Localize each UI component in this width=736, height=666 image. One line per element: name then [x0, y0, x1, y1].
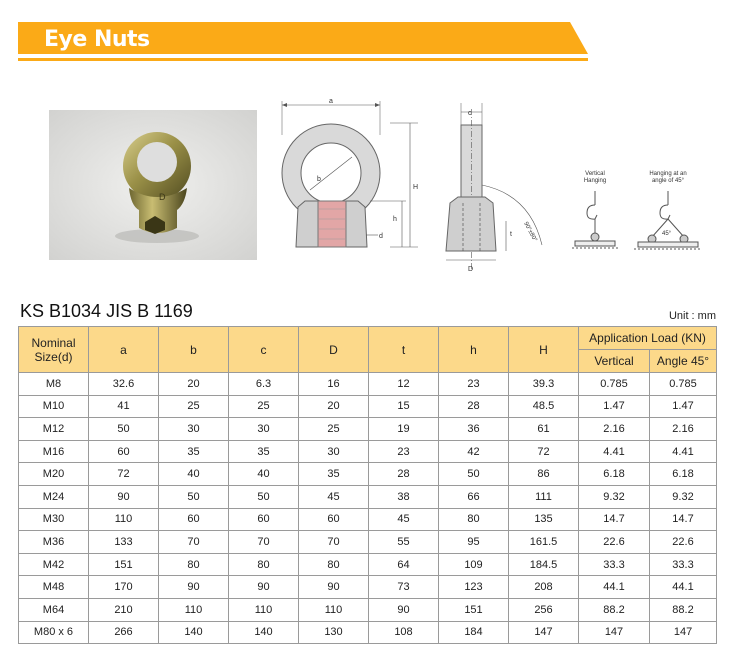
table-row — [19, 598, 717, 621]
table-cell: 110 — [159, 598, 229, 621]
table-cell: 15 — [369, 395, 439, 418]
dim-h: h — [393, 216, 397, 223]
table-row — [19, 553, 717, 576]
table-cell: 61 — [509, 418, 579, 441]
table-row — [19, 485, 717, 508]
table-cell: 66 — [439, 485, 509, 508]
table-cell: 30 — [299, 440, 369, 463]
table-cell: 23 — [369, 440, 439, 463]
table-cell: 90 — [159, 576, 229, 599]
row-size-cell: M42 — [19, 553, 89, 576]
table-cell: 108 — [369, 621, 439, 644]
table-cell: 12 — [369, 373, 439, 396]
table-cell: 25 — [159, 395, 229, 418]
table-cell: 14.7 — [650, 508, 717, 531]
vertical-caption-2: Hanging — [583, 178, 607, 184]
header-a: a — [89, 327, 159, 373]
table-cell: 2.16 — [579, 418, 650, 441]
row-size-cell: M64 — [19, 598, 89, 621]
dim-b: b — [317, 176, 321, 183]
table-cell: 2.16 — [650, 418, 717, 441]
header-b: b — [159, 327, 229, 373]
table-cell: 41 — [89, 395, 159, 418]
table-cell: 1.47 — [650, 395, 717, 418]
row-size-cell: M48 — [19, 576, 89, 599]
table-cell: 40 — [229, 463, 299, 486]
page-title: Eye Nuts — [44, 27, 150, 52]
table-cell: 25 — [299, 418, 369, 441]
table-cell: 266 — [89, 621, 159, 644]
table-cell: 208 — [509, 576, 579, 599]
table-cell: 110 — [299, 598, 369, 621]
table-cell: 60 — [89, 440, 159, 463]
side-view — [446, 103, 542, 270]
table-cell: 80 — [439, 508, 509, 531]
table-cell: 60 — [229, 508, 299, 531]
angle-hanging-icon — [634, 191, 702, 249]
spec-table-body — [19, 373, 717, 644]
row-size-cell: M16 — [19, 440, 89, 463]
table-cell: 80 — [299, 553, 369, 576]
vertical-caption-1: Vertical — [585, 171, 605, 177]
table-cell: 151 — [439, 598, 509, 621]
table-cell: 80 — [159, 553, 229, 576]
table-cell: 184.5 — [509, 553, 579, 576]
table-cell: 170 — [89, 576, 159, 599]
table-cell: 70 — [159, 531, 229, 554]
table-cell: 44.1 — [579, 576, 650, 599]
photo-stamp: D — [159, 192, 166, 202]
table-cell: 50 — [229, 485, 299, 508]
table-cell: 109 — [439, 553, 509, 576]
table-cell: 9.32 — [579, 485, 650, 508]
table-cell: 50 — [439, 463, 509, 486]
table-cell: 16 — [299, 373, 369, 396]
table-cell: 140 — [159, 621, 229, 644]
table-cell: 36 — [439, 418, 509, 441]
table-cell: 55 — [369, 531, 439, 554]
dim-H: H — [413, 184, 419, 191]
table-cell: 28 — [439, 395, 509, 418]
row-size-cell: M8 — [19, 373, 89, 396]
table-cell: 25 — [229, 395, 299, 418]
table-cell: 60 — [299, 508, 369, 531]
table-cell: 6.3 — [229, 373, 299, 396]
table-row — [19, 531, 717, 554]
table-cell: 256 — [509, 598, 579, 621]
table-cell: 70 — [299, 531, 369, 554]
header-H: H — [509, 327, 579, 373]
table-cell: 30 — [159, 418, 229, 441]
table-cell: 4.41 — [579, 440, 650, 463]
table-cell: 151 — [89, 553, 159, 576]
table-cell: 110 — [89, 508, 159, 531]
table-cell: 147 — [579, 621, 650, 644]
table-cell: 14.7 — [579, 508, 650, 531]
table-row — [19, 418, 717, 441]
table-row — [19, 508, 717, 531]
table-row — [19, 463, 717, 486]
table-cell: 90 — [299, 576, 369, 599]
table-cell: 44.1 — [650, 576, 717, 599]
table-cell: 20 — [159, 373, 229, 396]
table-cell: 30 — [229, 418, 299, 441]
table-cell: 23 — [439, 373, 509, 396]
header-load-group: Application Load (KN) — [579, 327, 717, 350]
header-t: t — [369, 327, 439, 373]
angle-mark: 45° — [662, 231, 672, 237]
table-cell: 22.6 — [650, 531, 717, 554]
table-cell: 72 — [509, 440, 579, 463]
table-cell: 130 — [299, 621, 369, 644]
table-cell: 73 — [369, 576, 439, 599]
table-row — [19, 440, 717, 463]
table-cell: 35 — [229, 440, 299, 463]
table-cell: 45 — [369, 508, 439, 531]
spec-table — [18, 326, 717, 644]
header-c: c — [229, 327, 299, 373]
dim-a: a — [329, 98, 333, 105]
table-cell: 88.2 — [650, 598, 717, 621]
table-cell: 95 — [439, 531, 509, 554]
table-cell: 28 — [369, 463, 439, 486]
table-cell: 38 — [369, 485, 439, 508]
table-row — [19, 395, 717, 418]
table-cell: 6.18 — [579, 463, 650, 486]
table-cell: 161.5 — [509, 531, 579, 554]
table-cell: 35 — [159, 440, 229, 463]
table-cell: 33.3 — [579, 553, 650, 576]
table-cell: 19 — [369, 418, 439, 441]
table-cell: 9.32 — [650, 485, 717, 508]
table-cell: 123 — [439, 576, 509, 599]
table-cell: 90 — [89, 485, 159, 508]
table-cell: 40 — [159, 463, 229, 486]
table-cell: 90 — [369, 598, 439, 621]
table-cell: 133 — [89, 531, 159, 554]
header-vertical: Vertical — [579, 350, 650, 373]
dim-t: t — [510, 231, 512, 238]
dim-d: d — [379, 233, 383, 240]
vertical-hanging-icon — [572, 191, 618, 248]
angle-caption-1: Hanging at an — [649, 171, 687, 177]
table-cell: 147 — [509, 621, 579, 644]
table-cell: 42 — [439, 440, 509, 463]
table-cell: 90 — [229, 576, 299, 599]
table-cell: 60 — [159, 508, 229, 531]
row-size-cell: M12 — [19, 418, 89, 441]
table-row — [19, 373, 717, 396]
row-size-cell: M20 — [19, 463, 89, 486]
header-nominal: Nominal Size(d) — [19, 327, 89, 373]
table-cell: 32.6 — [89, 373, 159, 396]
dim-D: D — [468, 266, 474, 273]
table-cell: 88.2 — [579, 598, 650, 621]
front-view — [282, 101, 418, 247]
table-cell: 50 — [159, 485, 229, 508]
table-cell: 86 — [509, 463, 579, 486]
table-row — [19, 621, 717, 644]
table-cell: 147 — [650, 621, 717, 644]
table-cell: 135 — [509, 508, 579, 531]
header-D: D — [299, 327, 369, 373]
table-cell: 20 — [299, 395, 369, 418]
header-angle-45: Angle 45° — [650, 350, 717, 373]
table-cell: 4.41 — [650, 440, 717, 463]
unit-label: Unit : mm — [668, 310, 716, 322]
row-size-cell: M36 — [19, 531, 89, 554]
table-cell: 210 — [89, 598, 159, 621]
table-cell: 0.785 — [579, 373, 650, 396]
row-size-cell: M10 — [19, 395, 89, 418]
dim-c: c — [468, 110, 472, 117]
table-cell: 72 — [89, 463, 159, 486]
row-size-cell: M24 — [19, 485, 89, 508]
table-cell: 6.18 — [650, 463, 717, 486]
angle-caption-2: angle of 45° — [651, 178, 685, 184]
table-cell: 110 — [229, 598, 299, 621]
table-cell: 33.3 — [650, 553, 717, 576]
table-cell: 35 — [299, 463, 369, 486]
table-cell: 45 — [299, 485, 369, 508]
table-cell: 80 — [229, 553, 299, 576]
header-h: h — [439, 327, 509, 373]
table-cell: 1.47 — [579, 395, 650, 418]
table-cell: 70 — [229, 531, 299, 554]
table-cell: 184 — [439, 621, 509, 644]
row-size-cell: M80 x 6 — [19, 621, 89, 644]
table-cell: 0.785 — [650, 373, 717, 396]
table-cell: 111 — [509, 485, 579, 508]
table-cell: 140 — [229, 621, 299, 644]
table-cell: 64 — [369, 553, 439, 576]
dimension-diagram — [270, 95, 730, 280]
row-size-cell: M30 — [19, 508, 89, 531]
table-cell: 50 — [89, 418, 159, 441]
table-cell: 22.6 — [579, 531, 650, 554]
table-cell: 39.3 — [509, 373, 579, 396]
table-cell: 48.5 — [509, 395, 579, 418]
spec-title: KS B1034 JIS B 1169 — [20, 301, 193, 321]
table-row — [19, 576, 717, 599]
dim-angle: 90°±80° — [522, 221, 538, 243]
eye-nut-photo — [49, 110, 257, 260]
